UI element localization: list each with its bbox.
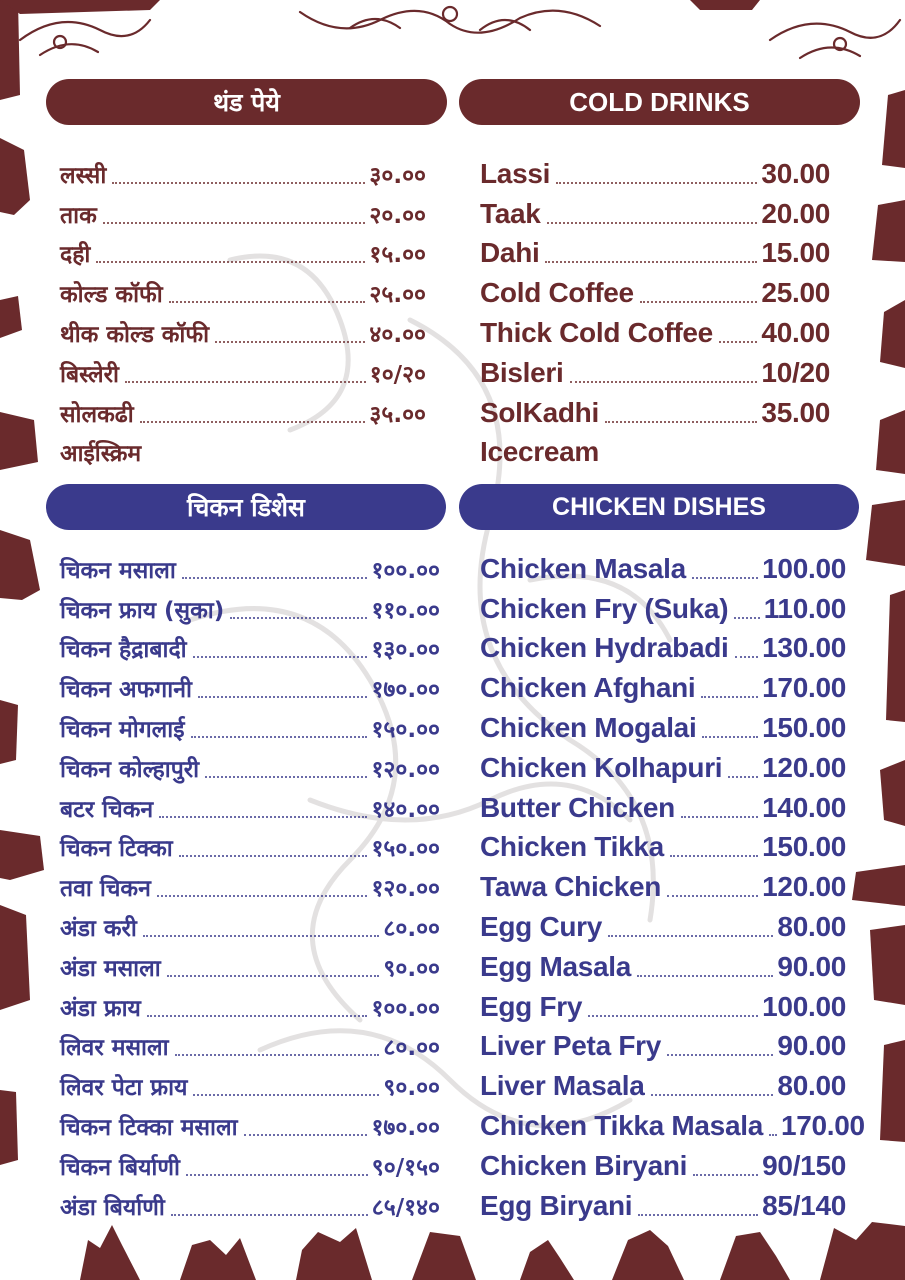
chicken-dish-row (60, 828, 440, 868)
dotted-leader (157, 895, 368, 897)
cold-drink-row (60, 234, 426, 274)
item-price: ९०.०० (383, 1075, 440, 1102)
item-price: ८०.०० (383, 1035, 440, 1062)
chicken-dish-row (480, 1106, 865, 1146)
chicken-dish-row (60, 987, 440, 1027)
item-name: चिकन टिक्का (60, 836, 173, 863)
item-name: Chicken Masala (480, 552, 686, 584)
dotted-leader (570, 381, 758, 383)
item-price: ९०.०० (383, 955, 440, 982)
item-name: चिकन टिक्का मसाला (60, 1114, 238, 1141)
chicken-dishes-list-english (480, 549, 865, 1226)
cold-drink-row (480, 353, 830, 393)
cold-drink-row (480, 433, 830, 473)
cold-drink-row (60, 353, 426, 393)
item-price: 100.00 (762, 990, 846, 1022)
dotted-leader (147, 1015, 368, 1017)
item-name: Icecream (480, 436, 600, 468)
chicken-dishes-header-english (459, 484, 859, 530)
item-price: 40.00 (761, 316, 830, 348)
dotted-leader (167, 975, 380, 977)
chicken-dish-row (60, 549, 440, 589)
item-price: 90.00 (777, 1030, 846, 1062)
dotted-leader (186, 1174, 368, 1176)
cold-drinks-list-english (480, 154, 830, 472)
dotted-leader (637, 975, 773, 977)
item-price: ९०/१५० (371, 1154, 440, 1181)
dotted-leader (638, 1214, 758, 1216)
item-price: १०/२० (369, 361, 426, 388)
chicken-dish-row (60, 907, 440, 947)
cold-drink-row (60, 313, 426, 353)
chicken-dish-row (480, 947, 846, 987)
item-name: चिकन मसाला (60, 557, 176, 584)
cold-drink-row (480, 154, 830, 194)
cold-drink-row (60, 154, 426, 194)
dotted-leader (588, 1015, 758, 1017)
item-price: 170.00 (762, 672, 846, 704)
chicken-dish-row (60, 947, 440, 987)
dotted-leader (692, 577, 758, 579)
cold-drinks-header-english (459, 79, 860, 125)
item-name: कोल्ड कॉफी (60, 282, 163, 309)
item-price: 90.00 (777, 950, 846, 982)
item-name: Egg Masala (480, 950, 632, 982)
item-price: ३०.०० (369, 162, 426, 189)
item-price: 20.00 (761, 197, 830, 229)
cold-drink-row (60, 194, 426, 234)
dotted-leader (96, 261, 365, 263)
dotted-leader (545, 261, 757, 263)
dotted-leader (547, 222, 758, 224)
item-price: १२०.०० (371, 756, 440, 783)
item-name: Cold Coffee (480, 277, 634, 309)
item-name: Butter Chicken (480, 791, 675, 823)
item-price: 10/20 (761, 356, 830, 388)
item-price: १५.०० (369, 242, 426, 269)
item-price: 30.00 (761, 157, 830, 189)
dotted-leader (608, 935, 773, 937)
item-price: 15.00 (761, 237, 830, 269)
chicken-dish-row (480, 1186, 846, 1226)
dotted-leader (143, 935, 380, 937)
chicken-dishes-list-marathi (60, 549, 440, 1226)
dotted-leader (193, 1094, 379, 1096)
dotted-leader (640, 301, 758, 303)
item-name: Chicken Hydrabadi (480, 632, 729, 664)
dotted-leader (670, 855, 758, 857)
chicken-dish-row (480, 549, 846, 589)
item-price: 130.00 (762, 632, 846, 664)
item-price: १३०.०० (371, 637, 440, 664)
item-price: १५०.०० (371, 836, 440, 863)
item-name: सोलकढी (60, 401, 134, 428)
item-name: Chicken Tikka (480, 831, 664, 863)
chicken-dish-row (480, 1066, 846, 1106)
item-name: चिकन कोल्हापुरी (60, 756, 200, 783)
cold-drinks-list-marathi (60, 154, 426, 472)
dotted-leader (735, 656, 759, 658)
item-price: ११०.०० (371, 597, 440, 624)
item-price: 120.00 (762, 751, 846, 783)
dotted-leader (103, 222, 366, 224)
dotted-leader (159, 816, 367, 818)
cold-drink-row (60, 433, 426, 473)
item-price: 80.00 (777, 1070, 846, 1102)
item-name: आईस्क्रिम (60, 441, 142, 468)
item-name: अंडा मसाला (60, 955, 161, 982)
chicken-dish-row (480, 828, 846, 868)
chicken-dish-row (480, 987, 846, 1027)
item-name: ताक (60, 202, 97, 229)
chicken-dish-row (60, 1106, 440, 1146)
cold-drink-row (60, 393, 426, 433)
cold-drinks-title-english: COLD DRINKS (569, 86, 750, 117)
dotted-leader (171, 1214, 368, 1216)
item-name: SolKadhi (480, 396, 599, 428)
dotted-leader (244, 1134, 368, 1136)
item-name: चिकन मोगलाई (60, 716, 185, 743)
chicken-dish-row (60, 1146, 440, 1186)
chicken-dish-row (60, 1066, 440, 1106)
dotted-leader (556, 182, 757, 184)
item-price: २०.०० (369, 202, 426, 229)
item-price: 90/150 (762, 1149, 846, 1181)
item-price: 150.00 (762, 831, 846, 863)
chicken-dish-row (60, 629, 440, 669)
item-name: लिवर मसाला (60, 1035, 169, 1062)
dotted-leader (667, 895, 758, 897)
dotted-leader (701, 696, 758, 698)
dotted-leader (182, 577, 368, 579)
dotted-leader (769, 1134, 777, 1136)
chicken-dish-row (60, 1186, 440, 1226)
item-name: Liver Peta Fry (480, 1030, 661, 1062)
chicken-dish-row (60, 748, 440, 788)
chicken-dish-row (60, 668, 440, 708)
chicken-dish-row (480, 668, 846, 708)
chicken-dish-row (480, 1027, 846, 1067)
dotted-leader (191, 736, 368, 738)
item-name: तवा चिकन (60, 876, 151, 903)
item-name: Dahi (480, 237, 540, 269)
item-price: १००.०० (371, 557, 440, 584)
chicken-dish-row (60, 867, 440, 907)
cold-drink-row (480, 234, 830, 274)
dotted-leader (693, 1174, 758, 1176)
item-price: 110.00 (763, 592, 846, 624)
item-price: 150.00 (762, 711, 846, 743)
cold-drink-row (480, 313, 830, 353)
item-name: Tawa Chicken (480, 871, 662, 903)
item-price: १५०.०० (371, 716, 440, 743)
item-name: बटर चिकन (60, 796, 154, 823)
chicken-dish-row (480, 1146, 846, 1186)
cold-drink-row (60, 273, 426, 313)
chicken-dishes-header-marathi (46, 484, 446, 530)
item-price: १७०.०० (371, 1114, 440, 1141)
item-price: १००.०० (371, 995, 440, 1022)
dotted-leader (728, 776, 758, 778)
item-name: चिकन अफगानी (60, 677, 192, 704)
dotted-leader (230, 617, 367, 619)
dotted-leader (169, 301, 366, 303)
chicken-dish-row (60, 788, 440, 828)
item-name: अंडा करी (60, 915, 137, 942)
dotted-leader (175, 1054, 380, 1056)
chicken-dishes-title-marathi: चिकन डिशेस (187, 493, 305, 522)
dotted-leader (215, 341, 365, 343)
item-name: Egg Cury (480, 910, 603, 942)
item-name: Chicken Mogalai (480, 711, 697, 743)
item-price: 25.00 (761, 277, 830, 309)
chicken-dish-row (480, 629, 846, 669)
item-name: बिस्लेरी (60, 361, 119, 388)
item-price: १४०.०० (371, 796, 440, 823)
item-price: 35.00 (761, 396, 830, 428)
item-name: चिकन हैद्राबादी (60, 637, 187, 664)
dotted-leader (702, 736, 758, 738)
item-name: Chicken Biryani (480, 1149, 688, 1181)
item-price: 120.00 (762, 871, 846, 903)
item-price: 85/140 (762, 1189, 846, 1221)
dotted-leader (667, 1054, 773, 1056)
chicken-dish-row (60, 1027, 440, 1067)
item-name: थीक कोल्ड कॉफी (60, 321, 210, 348)
item-name: चिकन फ्राय (सुका) (60, 597, 225, 624)
item-price: ४०.०० (369, 321, 426, 348)
chicken-dish-row (60, 708, 440, 748)
item-price: ८०.०० (383, 915, 440, 942)
chicken-dish-row (480, 589, 846, 629)
dotted-leader (179, 855, 368, 857)
item-name: चिकन बिर्याणी (60, 1154, 180, 1181)
item-price: ८५/१४० (371, 1194, 440, 1221)
cold-drinks-title-marathi: थंड पेये (213, 88, 280, 117)
item-price: 170.00 (780, 1109, 865, 1141)
dotted-leader (198, 696, 368, 698)
item-name: दही (60, 242, 91, 269)
dotted-leader (734, 617, 759, 619)
item-price: १२०.०० (371, 876, 440, 903)
item-name: अंडा फ्राय (60, 995, 141, 1022)
cold-drink-row (480, 393, 830, 433)
item-price: १७०.०० (371, 677, 440, 704)
dotted-leader (193, 656, 368, 658)
dotted-leader (605, 421, 757, 423)
item-name: Chicken Afghani (480, 672, 696, 704)
item-price: 140.00 (762, 791, 846, 823)
chicken-dish-row (480, 788, 846, 828)
dotted-leader (719, 341, 758, 343)
chicken-dishes-title-english: CHICKEN DISHES (552, 492, 766, 521)
cold-drink-row (480, 273, 830, 313)
dotted-leader (125, 381, 366, 383)
chicken-dish-row (60, 589, 440, 629)
dotted-leader (112, 182, 365, 184)
chicken-dish-row (480, 867, 846, 907)
item-name: Bisleri (480, 356, 564, 388)
dotted-leader (681, 816, 758, 818)
item-name: Taak (480, 197, 541, 229)
item-price: 100.00 (762, 552, 846, 584)
item-name: Chicken Kolhapuri (480, 751, 723, 783)
item-name: Liver Masala (480, 1070, 645, 1102)
item-name: Lassi (480, 157, 551, 189)
chicken-dish-row (480, 708, 846, 748)
chicken-dish-row (480, 748, 846, 788)
item-name: लिवर पेटा फ्राय (60, 1075, 188, 1102)
item-name: Thick Cold Coffee (480, 316, 713, 348)
item-name: अंडा बिर्याणी (60, 1194, 165, 1221)
cold-drink-row (480, 194, 830, 234)
dotted-leader (651, 1094, 774, 1096)
chicken-dish-row (480, 907, 846, 947)
item-name: लस्सी (60, 162, 107, 189)
item-name: Egg Biryani (480, 1189, 633, 1221)
item-name: Chicken Tikka Masala (480, 1109, 763, 1141)
item-price: २५.०० (369, 282, 426, 309)
cold-drinks-header-marathi (46, 79, 447, 125)
dotted-leader (205, 776, 367, 778)
item-price: 80.00 (777, 910, 846, 942)
item-name: Egg Fry (480, 990, 583, 1022)
item-name: Chicken Fry (Suka) (480, 592, 729, 624)
dotted-leader (140, 421, 366, 423)
item-price: ३५.०० (369, 401, 426, 428)
